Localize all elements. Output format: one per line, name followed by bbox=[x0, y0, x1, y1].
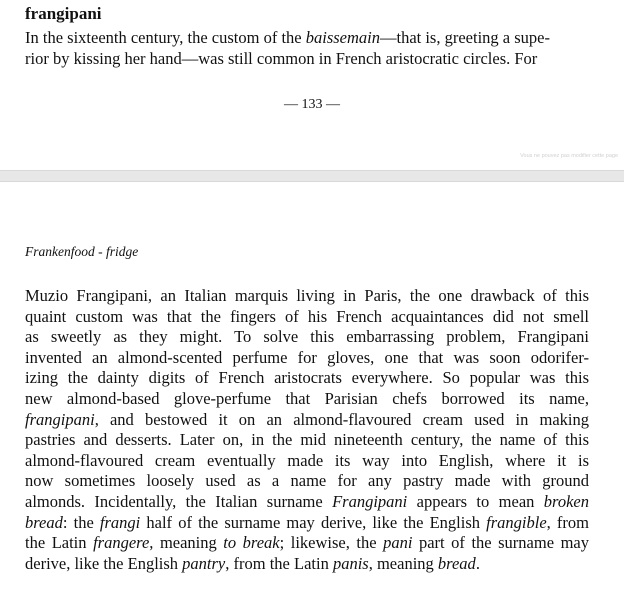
text-line bbox=[25, 430, 589, 451]
italic-term: frangible bbox=[486, 512, 547, 532]
text-run: quaint custom was that the fingers of his French acquaintances did not smell bbox=[25, 306, 589, 326]
italic-term: frangipani bbox=[25, 409, 95, 429]
text-run: , meaning bbox=[149, 533, 224, 553]
text-run: invented an almond-scented perfume for gloves, one that was soon odorifer- bbox=[25, 347, 589, 367]
text-run: pastries and desserts. Later on, in the mid nineteenth century, the name of this bbox=[25, 430, 589, 450]
running-head: Frankenfood - fridge bbox=[25, 244, 139, 259]
body-paragraph bbox=[25, 286, 589, 574]
text-run: almond-flavoured cream eventually made its way into English, where it is bbox=[25, 450, 589, 470]
italic-term: pani bbox=[383, 533, 413, 553]
italic-term: frangi bbox=[99, 512, 141, 532]
text-line bbox=[25, 533, 589, 554]
text-run: Muzio Frangipani, an Italian marquis living in Paris, the one drawback of this bbox=[25, 286, 589, 305]
text-run: the Latin bbox=[25, 533, 94, 553]
text-run: new almond-based glove-perfume that Parisian chefs borrowed its name, bbox=[25, 388, 589, 408]
text-run: half of the surname may derive, like the English bbox=[140, 512, 487, 532]
italic-term: panis bbox=[332, 553, 369, 573]
watermark: Vous ne pouvez pas modifier cette page bbox=[520, 153, 618, 159]
text-line: In the sixteenth century, the custom of the baissemain—that is, greeting a supe- bbox=[25, 28, 550, 47]
page-number: — 133 — bbox=[284, 97, 340, 112]
italic-term: broken bbox=[543, 491, 590, 511]
italic-term: Frangipani bbox=[332, 491, 408, 511]
entry-heading: frangipani bbox=[25, 4, 102, 23]
text-run: , meaning bbox=[368, 553, 438, 573]
page-separator bbox=[0, 170, 624, 182]
italic-term: bread bbox=[25, 512, 63, 532]
italic-term: frangere bbox=[93, 533, 150, 553]
text-line: rior by kissing her hand—was still common in French aristocratic circles. For bbox=[25, 49, 538, 68]
italic-term: pantry bbox=[182, 553, 226, 573]
text-line bbox=[25, 348, 589, 369]
text-run: derive, like the English bbox=[25, 553, 183, 573]
text-line bbox=[25, 327, 589, 348]
page-top bbox=[0, 0, 624, 170]
text-line bbox=[25, 471, 589, 492]
text-run: . bbox=[475, 553, 480, 573]
text-line bbox=[25, 368, 589, 389]
italic-term: to break bbox=[223, 533, 280, 553]
text-run: izing the dainty digits of French aristocrats everywhere. So popular was this bbox=[25, 368, 589, 388]
text-run: ; likewise, the bbox=[279, 533, 384, 553]
text-line bbox=[25, 513, 589, 534]
text-line bbox=[25, 410, 589, 431]
text-line bbox=[25, 389, 589, 410]
text-line bbox=[25, 307, 589, 328]
text-run: almonds. Incidentally, the Italian surname bbox=[25, 491, 333, 511]
text-run: as sweetly as they might. To solve this embarrassing problem, Frangipani bbox=[25, 327, 589, 347]
text-run: : the bbox=[62, 512, 100, 532]
text-run: , from the Latin bbox=[225, 553, 333, 573]
text-line bbox=[25, 451, 589, 472]
text-line bbox=[25, 492, 589, 513]
text-run: appears to mean bbox=[407, 491, 544, 511]
text-run: now sometimes loosely used as a name for any pastry made with ground bbox=[25, 471, 589, 491]
text-run: part of the surname may bbox=[412, 533, 589, 553]
italic-term: bread bbox=[437, 553, 476, 573]
text-run: , from bbox=[546, 512, 590, 532]
text-line bbox=[25, 554, 589, 575]
text-run: , and bestowed it on an almond-flavoured cream used in making bbox=[94, 409, 589, 429]
text-line bbox=[25, 286, 589, 307]
